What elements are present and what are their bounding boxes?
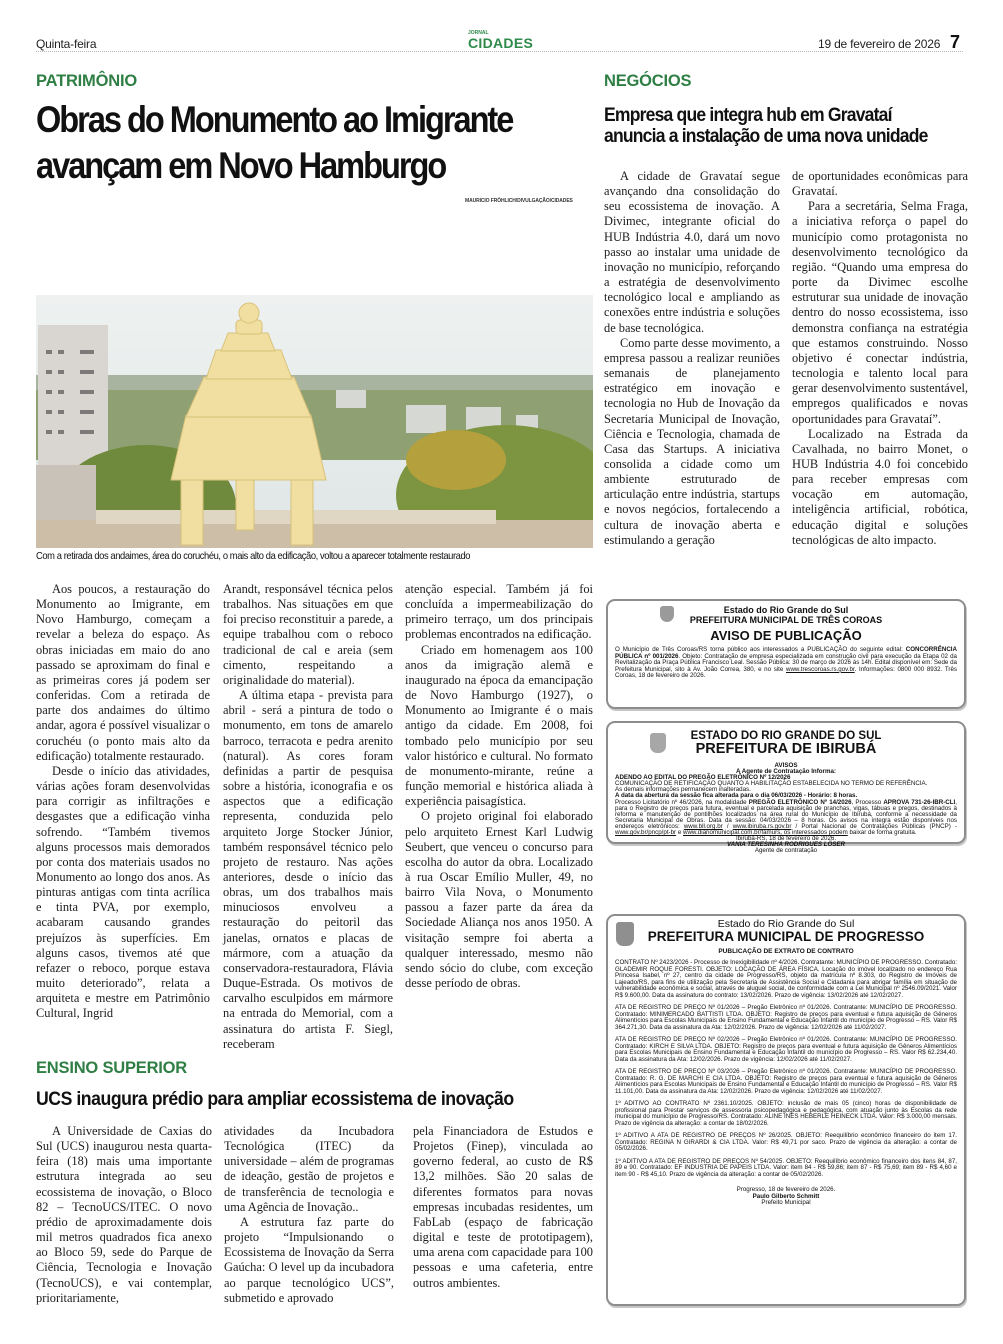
paragraph: A cidade de Gravataí segue avançando dna consolidação do seu ecossistema de inovação. A Divimec, integrante oficial do HUB Indústria 4.0, dará um novo passo ao instalar uma unidade de inovação no município, reforçando a estratégia de desenvolvimento tecnológico local e ampliando as conexões entre indústria e soluções de base tecnológica. xyxy=(604,169,780,335)
photo-caption: Com a retirada dos andaimes, área do coruchéu, o mais alto da edificação, voltou a aparecer totalmente restaurado xyxy=(36,551,471,562)
kicker-ensino-superior: ENSINO SUPERIOR xyxy=(36,1059,188,1077)
headline-negocios-line1: Empresa que integra hub em Gravataí xyxy=(604,104,892,126)
negocios-column-1 xyxy=(604,169,780,548)
notice-prefeitura: PREFEITURA MUNICIPAL DE TRÊS COROAS xyxy=(689,615,883,625)
notice-item: 1º ADITIVO AO CONTRATO Nº 2361.10/2025. OBJETO: inclusão de mais 05 (cinco) horas de disponibilidade de profissional para Prestar serviços de assessoria psicopedagógica e pedagógica, com atuação junto às Escolas da rede municipal do município de Progresso/RS. Contratado: ALINE INES HEBERLE HEINECK LTDA. Valor: R$ 3.000,00 mensais. Prazo de vigência da alteração: a contar de 18/02/2026. xyxy=(615,1100,957,1127)
crest-icon xyxy=(660,606,674,622)
website-link[interactable]: www.gov.br/pncp/pt-br xyxy=(615,829,677,837)
notice-text: . Informações: 0800 000 8932. Três Coroas, 18 de fevereiro de 2026. xyxy=(615,665,958,680)
legal-notice-tres-coroas xyxy=(606,599,966,709)
paragraph: Criado em homenagem aos 100 anos da imigração alemã e inaugurado na época da emancipação de Novo Hamburgo (1927), o Monumento ao Imigrante é o mais antigo da cidade. Em 2008, foi tombado pelo município por seu valor histórico e cultural. No formato de monumento-mirante, reúne a função memorial e histórica aliada à experiência paisagística. xyxy=(405,642,593,809)
notice-state: Estado do Rio Grande do Sul xyxy=(717,918,855,930)
page-number: 7 xyxy=(950,32,961,52)
paragraph: Aos poucos, a restauração do Monumento ao Imigrante, em Novo Hamburgo, começam a revelar a beleza do espaço. As obras iniciadas em maio do ano passado se aproximam do final e as primeiras cores já podem ser conferidas. Com a retirada de parte dos andaimes do último andar, agora é possível visualizar o coruchéu (o ponto mais alto da edificação) totalmente restaurado. xyxy=(36,582,210,763)
ucs-column-2 xyxy=(224,1124,394,1306)
logo-text: CIDADES xyxy=(468,35,534,51)
patrimonio-column-2 xyxy=(223,582,393,1052)
header-divider xyxy=(36,51,963,52)
paragraph: pela Financiadora de Estudos e Projetos (Finep), vinculada ao governo federal, ao custo de R$ 13,2 milhões. São 20 salas de diferentes formatos para novas empresas incubadas residentes, um FabLab (espaço de fabricação digital e teste de prototipagem), uma arena com capacidade para 100 pessoas e uma cafeteria, entre outros ambientes. xyxy=(413,1124,593,1290)
notice-signer: Paulo Gilberto Schmitt xyxy=(752,1192,820,1200)
patrimonio-column-1 xyxy=(36,582,210,1022)
notice-item: ATA DE REGISTRO DE PREÇO Nº 02/2026 – Pregão Eletrônico nº 01/2026. Contratante: MUNICÍPIO DE PROGRESSO. Contratado: KIRCH E SILVA LTDA. OBJETO: Registro de preços para eventual e futura aquisição de Gêneros Alimentícios para Escolas Municipais de Ensino Fundamental e Educação Infantil do município de Progresso – RS. Valor R$ 62.234,40. Data da assinatura da Ata: 12/02/2026. Prazo de vigência: 12/02/2026 até 11/02/2027. xyxy=(615,1036,957,1063)
notice-text: As demais informações permanecem inalteradas. xyxy=(615,786,751,794)
paragraph: A última etapa - prevista para abril - será a pintura de todo o monumento, em tons de amarelo barroco, terracota e pedra arenito (natural). As cores foram definidas a partir de pesquisa sobre a história, iconografia e os aspectos que a edificação representa, conduzida pelo arquiteto Jorge Stocker Júnior, também responsável técnico pelo projeto de restauro. Nas ações anteriores, desde o início das obras, um dos trabalhos mais minuciosos envolveu a restauração do peitoril das janelas, ornatos e placas de mármore, com a atuação da conservadora-restauradora, Flávia Duque-Estrada. Os motivos de carvalho esculpidos em mármore na entrada do Memorial, com a assinatura do artista F. Siegl, receberam xyxy=(223,688,393,1051)
paragraph: Localizado na Estrada da Cavalhada, no bairro Monet, o HUB Indústria 4.0 foi concebido para receber empresas com vocação em automação, inteligência artificial, robótica, educação digital e soluções tecnológicas de alto impacto. xyxy=(792,426,968,547)
paragraph: A estrutura faz parte do projeto “Impulsionando o Ecossistema de Inovação da Serra Gaúcha: O level up da incubadora ao parque tecnológico UCS”, submetido e aprovado xyxy=(224,1214,394,1305)
notice-text: / xyxy=(722,822,733,830)
notice-bold-text: PREGÃO ELETRÔNICO Nº 14/2026 xyxy=(748,798,852,806)
headline-negocios-line2: anuncia a instalação de uma nova unidade xyxy=(604,125,928,147)
paragraph: Como parte desse movimento, a empresa passou a realizar reuniões semanais de planejamento estratégico em inovação e tecnologia no Hub de Inovação da Secretaria Municipal de Inovação, Ciência e Tecnologia, chamada de Casa das Startups. A iniciativa consolida a cidade como um ambiente estruturado de articulação entre indústria, startups e novos negócios, fortalecendo a cultura de inovação aberta e estimulando a geração xyxy=(604,335,780,547)
notice-prefeitura: PREFEITURA DE IBIRUBÁ xyxy=(695,741,877,757)
notice-signer-role: Prefeito Municipal xyxy=(761,1199,811,1206)
notice-text: O Município de Três Coroas/RS torna público aos interessados a PUBLICAÇÃO do seguinte edital: xyxy=(615,646,906,653)
notice-data: A data da abertura da sessão fica alterada para o dia 06/03/2026 - Horário: 8 horas. xyxy=(615,792,858,800)
ucs-column-1 xyxy=(36,1124,212,1306)
website-link[interactable]: www.ibiruba.rs.gov.br xyxy=(732,822,792,830)
notice-text: baixar de forma gratuita. xyxy=(847,829,917,837)
logo-small-text: JORNAL xyxy=(468,30,489,36)
notice-place-date: Ibirubá-RS, 18 de fevereiro de 2026. xyxy=(735,835,837,843)
notice-prefeitura: PREFEITURA MUNICIPAL DE PROGRESSO xyxy=(647,929,925,944)
notice-text: , para o Registro de preços para futura, eventual e parcelada aquisição de pranchas, vigas, tábuas e pregos, destinados à reforma e manutenção de pontilhões localizados na área rural do Município de Ibirubá, conforme a necessidade da Secretaria Municipal de Obras. Data da sessão: 04/03/2026 – 8 horas. Os avisos na íntegra estão disponíveis nos endereços eletrônicos: xyxy=(615,798,957,830)
website-link[interactable]: www.diariomunicipal.com.br/famurs, os interessados podem xyxy=(683,829,848,837)
paragraph: Desde o início das atividades, várias ações foram desenvolvidas para corrigir as infiltrações e desgastes que a edificação vinha sofrendo. “Também tivemos alguns processos mais demorados por conta dos materiais usados no Monumento ao longo dos anos. As pinturas antigas com tinta acrílica e tinta PVA, por exemplo, acabaram causando grandes prejuízos às superfícies. Em alguns casos, tivemos até que refazer o reboco, porque estava muito deteriorado”, relata a arquiteta e mestre em Patrimônio Cultural, Ingrid xyxy=(36,763,210,1021)
header-date: 19 de fevereiro de 2026 xyxy=(818,37,941,51)
legal-notice-ibiruba xyxy=(606,721,966,855)
notice-avisos: AVISOS xyxy=(774,762,798,769)
notice-item: ATA DE REGISTRO DE PREÇO Nº 01/2026 – Pregão Eletrônico nº 01/2026. Contratante: MUNICÍPIO DE PROGRESSO. Contratado: MINIMERCADO BATTISTI LTDA. OBJETO: Registro de preços para eventual e futura aquisição de Gêneros Alimentícios para Escolas Municipais de Ensino Fundamental e Educação Infantil do município de Progresso – RS. Valor R$ 364.271,30. Data da assinatura da Ata: 12/02/2026. Prazo de vigência: 12/02/2026 até 11/02/2027. xyxy=(615,1004,957,1031)
paragraph: O projeto original foi elaborado pelo arquiteto Ernest Karl Ludwig Seubert, que venceu o concurso para escolha do autor da obra. Localizado à rua Oscar Emílio Muller, 49, no bairro Vila Nova, o Monumento passou a fazer parte da área da Sociedade Aliança nos anos 1950. A visitação sempre foi aberta a qualquer interessado, mesmo não sendo sócio do clube, com exceção desse período de obras. xyxy=(405,809,593,991)
crest-icon xyxy=(616,922,634,946)
notice-item: CONTRATO Nº 2423/2026 - Processo de Inexigibilidade nº 4/2026. Contratante: MUNICÍPIO DE PROGRESSO. Contratado: GLADEMIR ROQUE FORESTI. OBJETO: LOCAÇÃO DE ÁREA FÍSICA. Locação do imóvel localizado no endereço Rua Princesa Isabel, nº 27, centro da cidade de Progresso/RS, objeto da matrícula nº 8.303, do Registro de Imóveis de Lajeado/RS, para fins de utilização pela Secretaria de Assistência Social e Cidadania para abrigar família em situação de vulnerabilidade econômica e social, através de aluguel social, de conformidade com a Lei Municipal nº 2546.09/2021. Valor R$ 9.600,00. Data da assinatura do contrato: 13/02/2026. Prazo de vigência: 13/02/2026 até 12/02/2027. xyxy=(615,959,958,999)
notice-text: . Objeto: Contratação de empresa especializada em construção civil para execução da Etapa 02 da Revitalização da Praça Pública Francisco Leal. Sessão Pública: 30 de março de 2026 às 14h. Edital disponível em: Sede da Prefeitura Municipal, sito à Av. João Correa, 380, e no site xyxy=(615,652,957,673)
legal-notice-progresso xyxy=(606,914,966,1306)
notice-title: AVISO DE PUBLICAÇÃO xyxy=(710,628,862,643)
notice-bold-text: CONCORRÊNCIA PÚBLICA nº 001/2026 xyxy=(615,646,957,660)
negocios-column-2 xyxy=(792,169,968,548)
notice-signer-role: Agente de contratação xyxy=(754,847,818,855)
paragraph: Arandt, responsável técnica pelos trabalhos. Nas situações em que foi preciso reconstituir a parede, a equipe trabalhou com o reboco tradicional de cal e areia (sem cimento, respeitando a originalidade do material). xyxy=(223,582,393,687)
notice-place-date: Progresso, 18 de fevereiro de 2026. xyxy=(736,1186,836,1193)
patrimonio-column-3 xyxy=(405,582,593,991)
notice-comunicacao: COMUNICAÇÃO DE RETIFICAÇÃO QUANTO A HABILITAÇÃO ESTABELECIDA NO TERMO DE REFERÊNCIA. xyxy=(615,780,928,788)
monument-photo-illustration xyxy=(36,295,593,548)
paragraph: atividades da Incubadora Tecnológica (ITEC) da universidade – além de programas de ideação, gestão de projetos e de transferência de tecnologia e uma Agência de Inovação.. xyxy=(224,1124,394,1214)
notice-text: Processo Licitatório nº 46/2026, na modalidade xyxy=(615,798,749,806)
notice-item: ATA DE REGISTRO DE PREÇO Nº 03/2026 – Pregão Eletrônico nº 01/2026. Contratante: MUNICÍPIO DE PROGRESSO. Contratado: R. G. DE MARCHI E CIA LTDA. OBJETO: Registro de preços para eventual e futura aquisição de Gêneros Alimentícios para Escolas Municipais de Ensino Fundamental e Educação Infantil do município de Progresso – RS. Valor R$ 11.101,00. Data da assinatura da Ata: 12/02/2026. Prazo de vigência: 12/02/2026 até 11/02/2027. xyxy=(615,1068,957,1095)
kicker-patrimonio: PATRIMÔNIO xyxy=(36,72,137,90)
crest-icon xyxy=(650,733,666,753)
notice-body xyxy=(615,647,957,680)
notice-subtitle: PUBLICAÇÃO DE EXTRATO DE CONTRATO xyxy=(718,948,854,955)
notice-text: / Portal Nacional de Contratações Públicas (PNCP) - xyxy=(791,822,957,830)
headline-ucs: UCS inaugura prédio para ampliar ecossistema de inovação xyxy=(36,1089,514,1110)
notice-body xyxy=(615,763,957,854)
header-weekday: Quinta-feira xyxy=(36,37,97,51)
notice-text: , Processo xyxy=(851,798,884,806)
notice-state: ESTADO DO RIO GRANDE DO SUL xyxy=(690,730,882,742)
notice-bold-text: APROVA 731-26-IBR-CLI xyxy=(883,798,956,806)
notice-state: Estado do Rio Grande do Sul xyxy=(723,605,849,615)
paragraph: de oportunidades econômicas para Gravataí. xyxy=(792,169,968,199)
newspaper-logo xyxy=(468,30,538,50)
website-link[interactable]: www.bll.org.br xyxy=(683,822,723,830)
website-link[interactable]: www.trescoroas.rs.gov.br xyxy=(786,665,855,673)
paragraph: A Universidade de Caxias do Sul (UCS) inaugurou nesta quarta-feira (18) mais uma importante estrutura integrada ao seu ecossistema de inovação, o Bloco 82 – TecnoUCS/ITEC. O novo prédio de aproximadamente dois mil metros quadrados fica anexo ao Bloco 59, sede do Parque de Ciência, Tecnologia e Inovação (TecnoUCS), e vai contemplar, prioritariamente, xyxy=(36,1124,212,1305)
notice-signer: VANIA TERESINHA RODRIGUES LÖSER xyxy=(726,841,846,849)
notice-item: 1º ADITIVO A ATA DE REGISTRO DE PREÇOS Nº 54/2025. OBJETO: Reequilíbrio econômico financeiro dos itens 84, 87, 89 e 90. Contratado: EF INDUSTRIA DE PAPEIS LTDA. Valor: item 84 - R$ 59,86; item 87 - R$ 75,69; item 89 - R$ 4,60 e item 90 - R$ 45,10. Prazo de vigência da alteração: a contar de 05/02/2026. xyxy=(615,1157,957,1178)
monument-photo xyxy=(36,295,593,548)
notice-item: 1º ADITIVO A ATA DE REGISTRO DE PREÇOS Nº 26/2025. OBJETO: Reequilíbrio econômico financeiro do item 17. Contratado: REGINA N GIRARDI & CIA LTDA. Valor: R$ 49,71 por saco. Prazo de vigência da alteração: a contar de 05/02/2026. xyxy=(615,1132,957,1152)
notice-text: e xyxy=(676,829,683,837)
kicker-negocios: NEGÓCIOS xyxy=(604,72,692,90)
ucs-column-3 xyxy=(413,1124,593,1291)
notice-body xyxy=(615,960,957,1207)
paragraph: Para a secretária, Selma Fraga, a iniciativa reforça o papel do município como protagonista no desenvolvimento tecnológico da região. “Quando uma empresa do porte da Divimec escolhe estruturar sua unidade de inovação dentro do nosso ecossistema, isso demonstra confiança na estratégia que estamos construindo. Nosso objetivo é conectar indústria, tecnologia e talento local para gerar desenvolvimento sustentável, empregos qualificados e novas oportunidades para Gravataí”. xyxy=(792,199,968,426)
photo-credit: MAURICIO FRÖHLICH/DIVULGAÇÃO/CIDADES xyxy=(465,198,573,204)
paragraph: atenção especial. Também já foi concluída a impermeabilização do primeiro terraço, um dos principais problemas encontrados na edificação. xyxy=(405,582,593,642)
headline-patrimonio-line2: avançam em Novo Hamburgo xyxy=(36,145,446,186)
notice-agente: A Agente de Contratação Informa: xyxy=(736,768,836,776)
notice-adendo: ADENDO AO EDITAL DO PREGÃO ELETRÔNICO Nº 12/2026 xyxy=(615,774,791,782)
headline-patrimonio-line1: Obras do Monumento ao Imigrante xyxy=(36,99,513,140)
